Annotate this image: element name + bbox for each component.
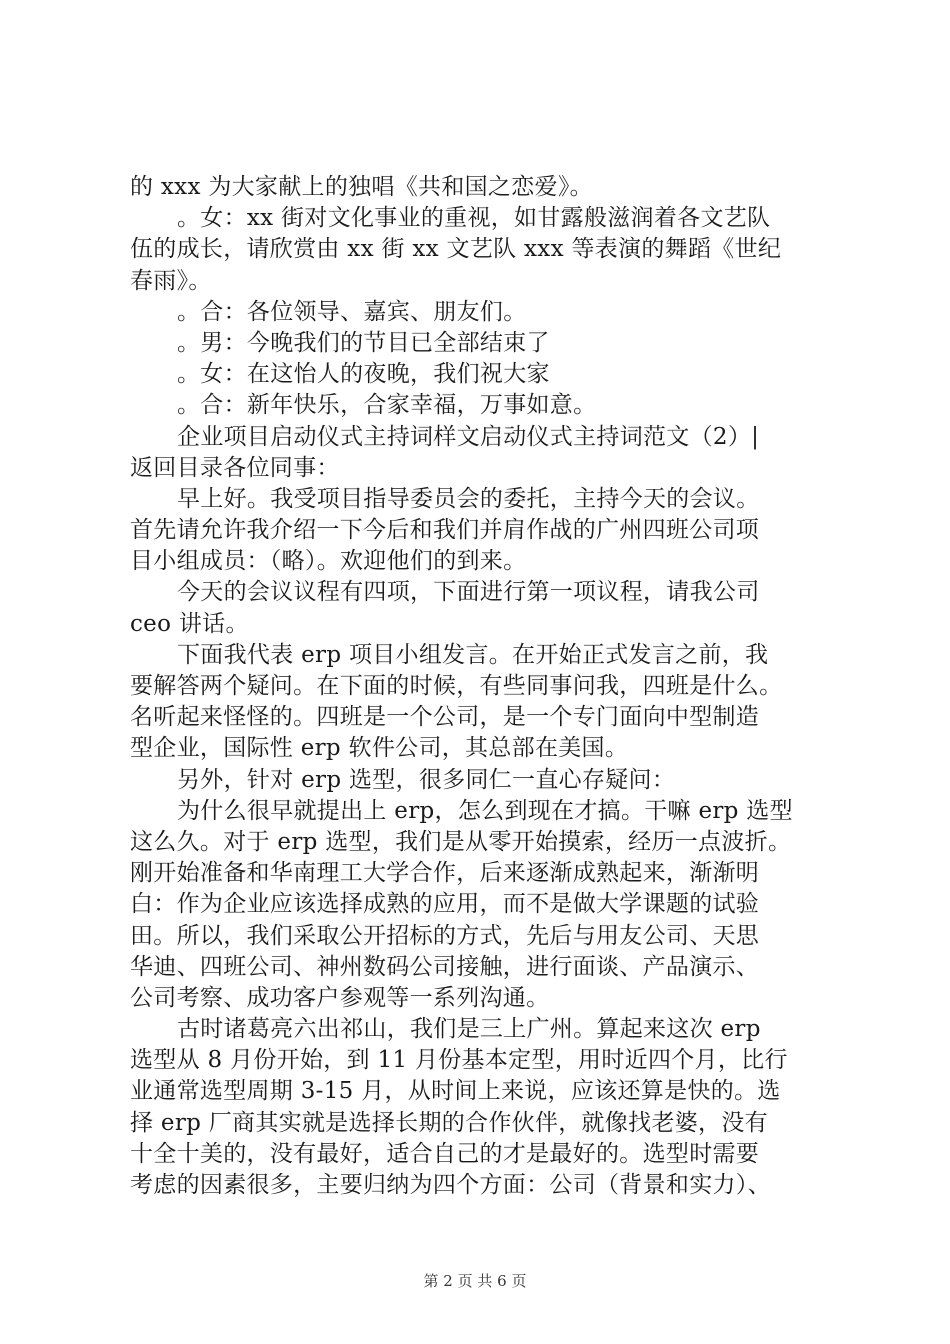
- text-line: 刚开始准备和华南理工大学合作，后来逐渐成熟起来，渐渐明: [130, 860, 760, 887]
- page-number-footer: 第 2 页 共 6 页: [423, 1272, 527, 1290]
- text-line: 业通常选型周期 3-15 月，从时间上来说，应该还算是快的。选: [130, 1078, 781, 1105]
- text-line: 今天的会议议程有四项，下面进行第一项议程，请我公司: [177, 579, 760, 606]
- text-line: 的 xxx 为大家献上的独唱《共和国之恋爱》。: [130, 174, 593, 200]
- text-line: 目小组成员：（略）。欢迎他们的到来。: [130, 548, 527, 575]
- text-line: 。合：各位领导、嘉宾、朋友们。: [177, 298, 527, 325]
- text-line: 返回目录各位同事：: [130, 454, 340, 481]
- text-line: 十全十美的，没有最好，适合自己的才是最好的。选型时需要: [130, 1140, 760, 1167]
- text-line: 下面我代表 erp 项目小组发言。在开始正式发言之前，我: [177, 641, 769, 668]
- text-line: 首先请允许我介绍一下今后和我们并肩作战的广州四班公司项: [130, 517, 760, 544]
- text-line: 考虑的因素很多，主要归纳为四个方面：公司（背景和实力）、: [130, 1172, 771, 1198]
- text-line: 春雨》。: [130, 267, 212, 294]
- text-line: 田。所以，我们采取公开招标的方式，先后与用友公司、天思: [130, 922, 760, 949]
- text-line: 。女：在这怡人的夜晚，我们祝大家: [177, 361, 550, 388]
- text-line: 型企业，国际性 erp 软件公司，其总部在美国。: [130, 735, 629, 762]
- text-line: 要解答两个疑问。在下面的时候，有些同事问我，四班是什么。: [130, 673, 783, 699]
- text-line: 另外，针对 erp 选型，很多同仁一直心存疑问：: [177, 766, 676, 793]
- text-line: 古时诸葛亮六出祁山，我们是三上广州。算起来这次 erp: [177, 1016, 761, 1043]
- text-line: 。男：今晚我们的节目已全部结束了: [177, 329, 550, 356]
- text-line: 择 erp 厂商其实就是选择长期的合作伙伴，就像找老婆，没有: [130, 1109, 768, 1136]
- text-line: 早上好。我受项目指导委员会的委托，主持今天的会议。: [177, 485, 760, 512]
- text-line: 企业项目启动仪式主持词样文启动仪式主持词范文（2）|: [177, 423, 760, 450]
- text-line: 公司考察、成功客户参观等一系列沟通。: [130, 984, 550, 1011]
- text-line: 选型从 8 月份开始，到 11 月份基本定型，用时近四个月，比行: [130, 1047, 788, 1074]
- text-line: 华迪、四班公司、神州数码公司接触，进行面谈、产品演示、: [130, 953, 760, 980]
- text-line: 。女：xx 街对文化事业的重视，如甘露般滋润着各文艺队: [177, 205, 771, 232]
- document-body: [130, 172, 835, 1201]
- text-line: 这么久。对于 erp 选型，我们是从零开始摸索，经历一点波折。: [130, 828, 792, 855]
- text-line: 白：作为企业应该选择成熟的应用，而不是做大学课题的试验: [130, 891, 760, 918]
- text-line: 。合：新年快乐，合家幸福，万事如意。: [177, 392, 597, 419]
- text-line: 伍的成长，请欣赏由 xx 街 xx 文艺队 xxx 等表演的舞蹈《世纪: [130, 236, 782, 263]
- text-line: 名听起来怪怪的。四班是一个公司，是一个专门面向中型制造: [130, 704, 760, 731]
- text-line: 为什么很早就提出上 erp，怎么到现在才搞。干嘛 erp 选型: [177, 797, 793, 824]
- text-line: ceo 讲话。: [130, 610, 249, 637]
